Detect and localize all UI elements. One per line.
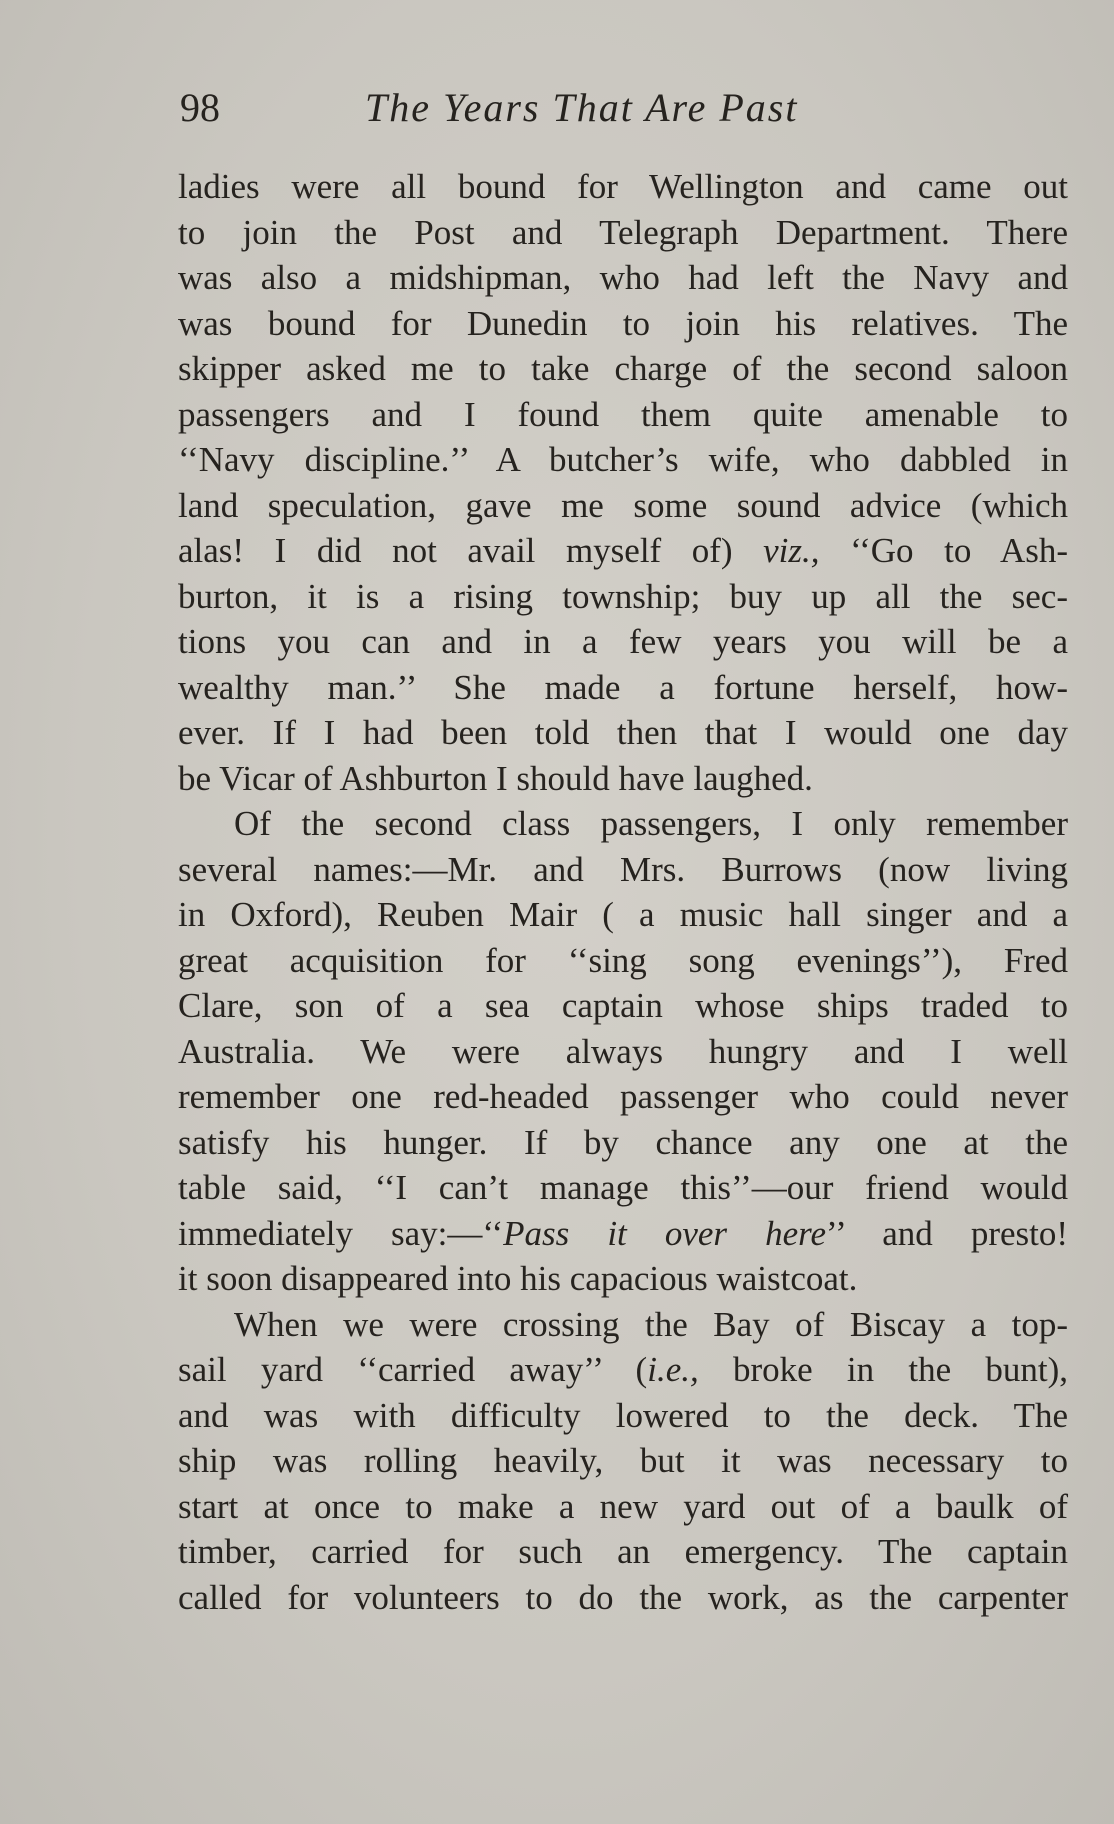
text-line: wealthy man.’’ She made a fortune herself, how- (178, 667, 1068, 707)
paragraph (178, 801, 1068, 1302)
text-line: and was with difficulty lowered to the deck. The (178, 1395, 1068, 1435)
text-line: ever. If I had been told then that I would one day (178, 713, 1068, 752)
text-line: it soon disappeared into his capacious waistcoat. (178, 1259, 858, 1298)
text-line: satisfy his hunger. If by chance any one at the (178, 1122, 1068, 1162)
text-line: When we were crossing the Bay of Biscay a top- (234, 1304, 1068, 1344)
text-line: alas! I did not avail myself of) viz., ‘‘Go to Ash- (178, 531, 1068, 570)
text-line: was also a midshipman, who had left the Navy and (178, 258, 1068, 297)
page-number: 98 (180, 85, 220, 130)
text-line: Australia. We were always hungry and I well (178, 1031, 1068, 1071)
text-line: Clare, son of a sea captain whose ships traded to (178, 986, 1068, 1025)
text-line: passengers and I found them quite amenable to (178, 394, 1068, 434)
text-line: to join the Post and Telegraph Department. There (178, 212, 1068, 252)
text-line: remember one red-headed passenger who could never (178, 1077, 1068, 1116)
running-title: The Years That Are Past (365, 85, 799, 130)
text-line: burton, it is a rising township; buy up all the sec- (178, 576, 1068, 616)
text-line: Of the second class passengers, I only remember (234, 804, 1068, 843)
text-line: immediately say:—‘‘Pass it over here’’ and presto! (178, 1213, 1069, 1253)
text-line: was bound for Dunedin to join his relatives. The (178, 303, 1068, 343)
text-line: skipper asked me to take charge of the second saloon (178, 349, 1068, 388)
paragraph (178, 164, 1068, 801)
text-line: land speculation, gave me some sound advice (which (178, 485, 1068, 525)
text-line: tions you can and in a few years you will be a (178, 622, 1068, 661)
text-line: ship was rolling heavily, but it was necessary to (178, 1441, 1068, 1480)
text-line: ‘‘Navy discipline.’’ A butcher’s wife, who dabbled in (178, 440, 1068, 479)
body-text (178, 164, 1068, 1620)
text-line: in Oxford), Reuben Mair ( a music hall singer and a (178, 895, 1068, 934)
text-line: called for volunteers to do the work, as the carpenter (178, 1577, 1068, 1617)
text-line: sail yard ‘‘carried away’’ (i.e., broke in the bunt), (178, 1350, 1068, 1389)
text-line: several names:—Mr. and Mrs. Burrows (now living (178, 849, 1068, 889)
running-head (180, 78, 1080, 138)
text-line: start at once to make a new yard out of a baulk of (178, 1486, 1068, 1526)
text-line: great acquisition for ‘‘sing song evenings’’), Fred (178, 940, 1068, 980)
paragraph (178, 1302, 1068, 1621)
text-line: be Vicar of Ashburton I should have laughed. (178, 758, 813, 798)
text-line: ladies were all bound for Wellington and came out (178, 167, 1068, 206)
text-line: table said, ‘‘I can’t manage this’’—our friend would (178, 1168, 1068, 1207)
text-line: timber, carried for such an emergency. The captain (178, 1532, 1068, 1571)
